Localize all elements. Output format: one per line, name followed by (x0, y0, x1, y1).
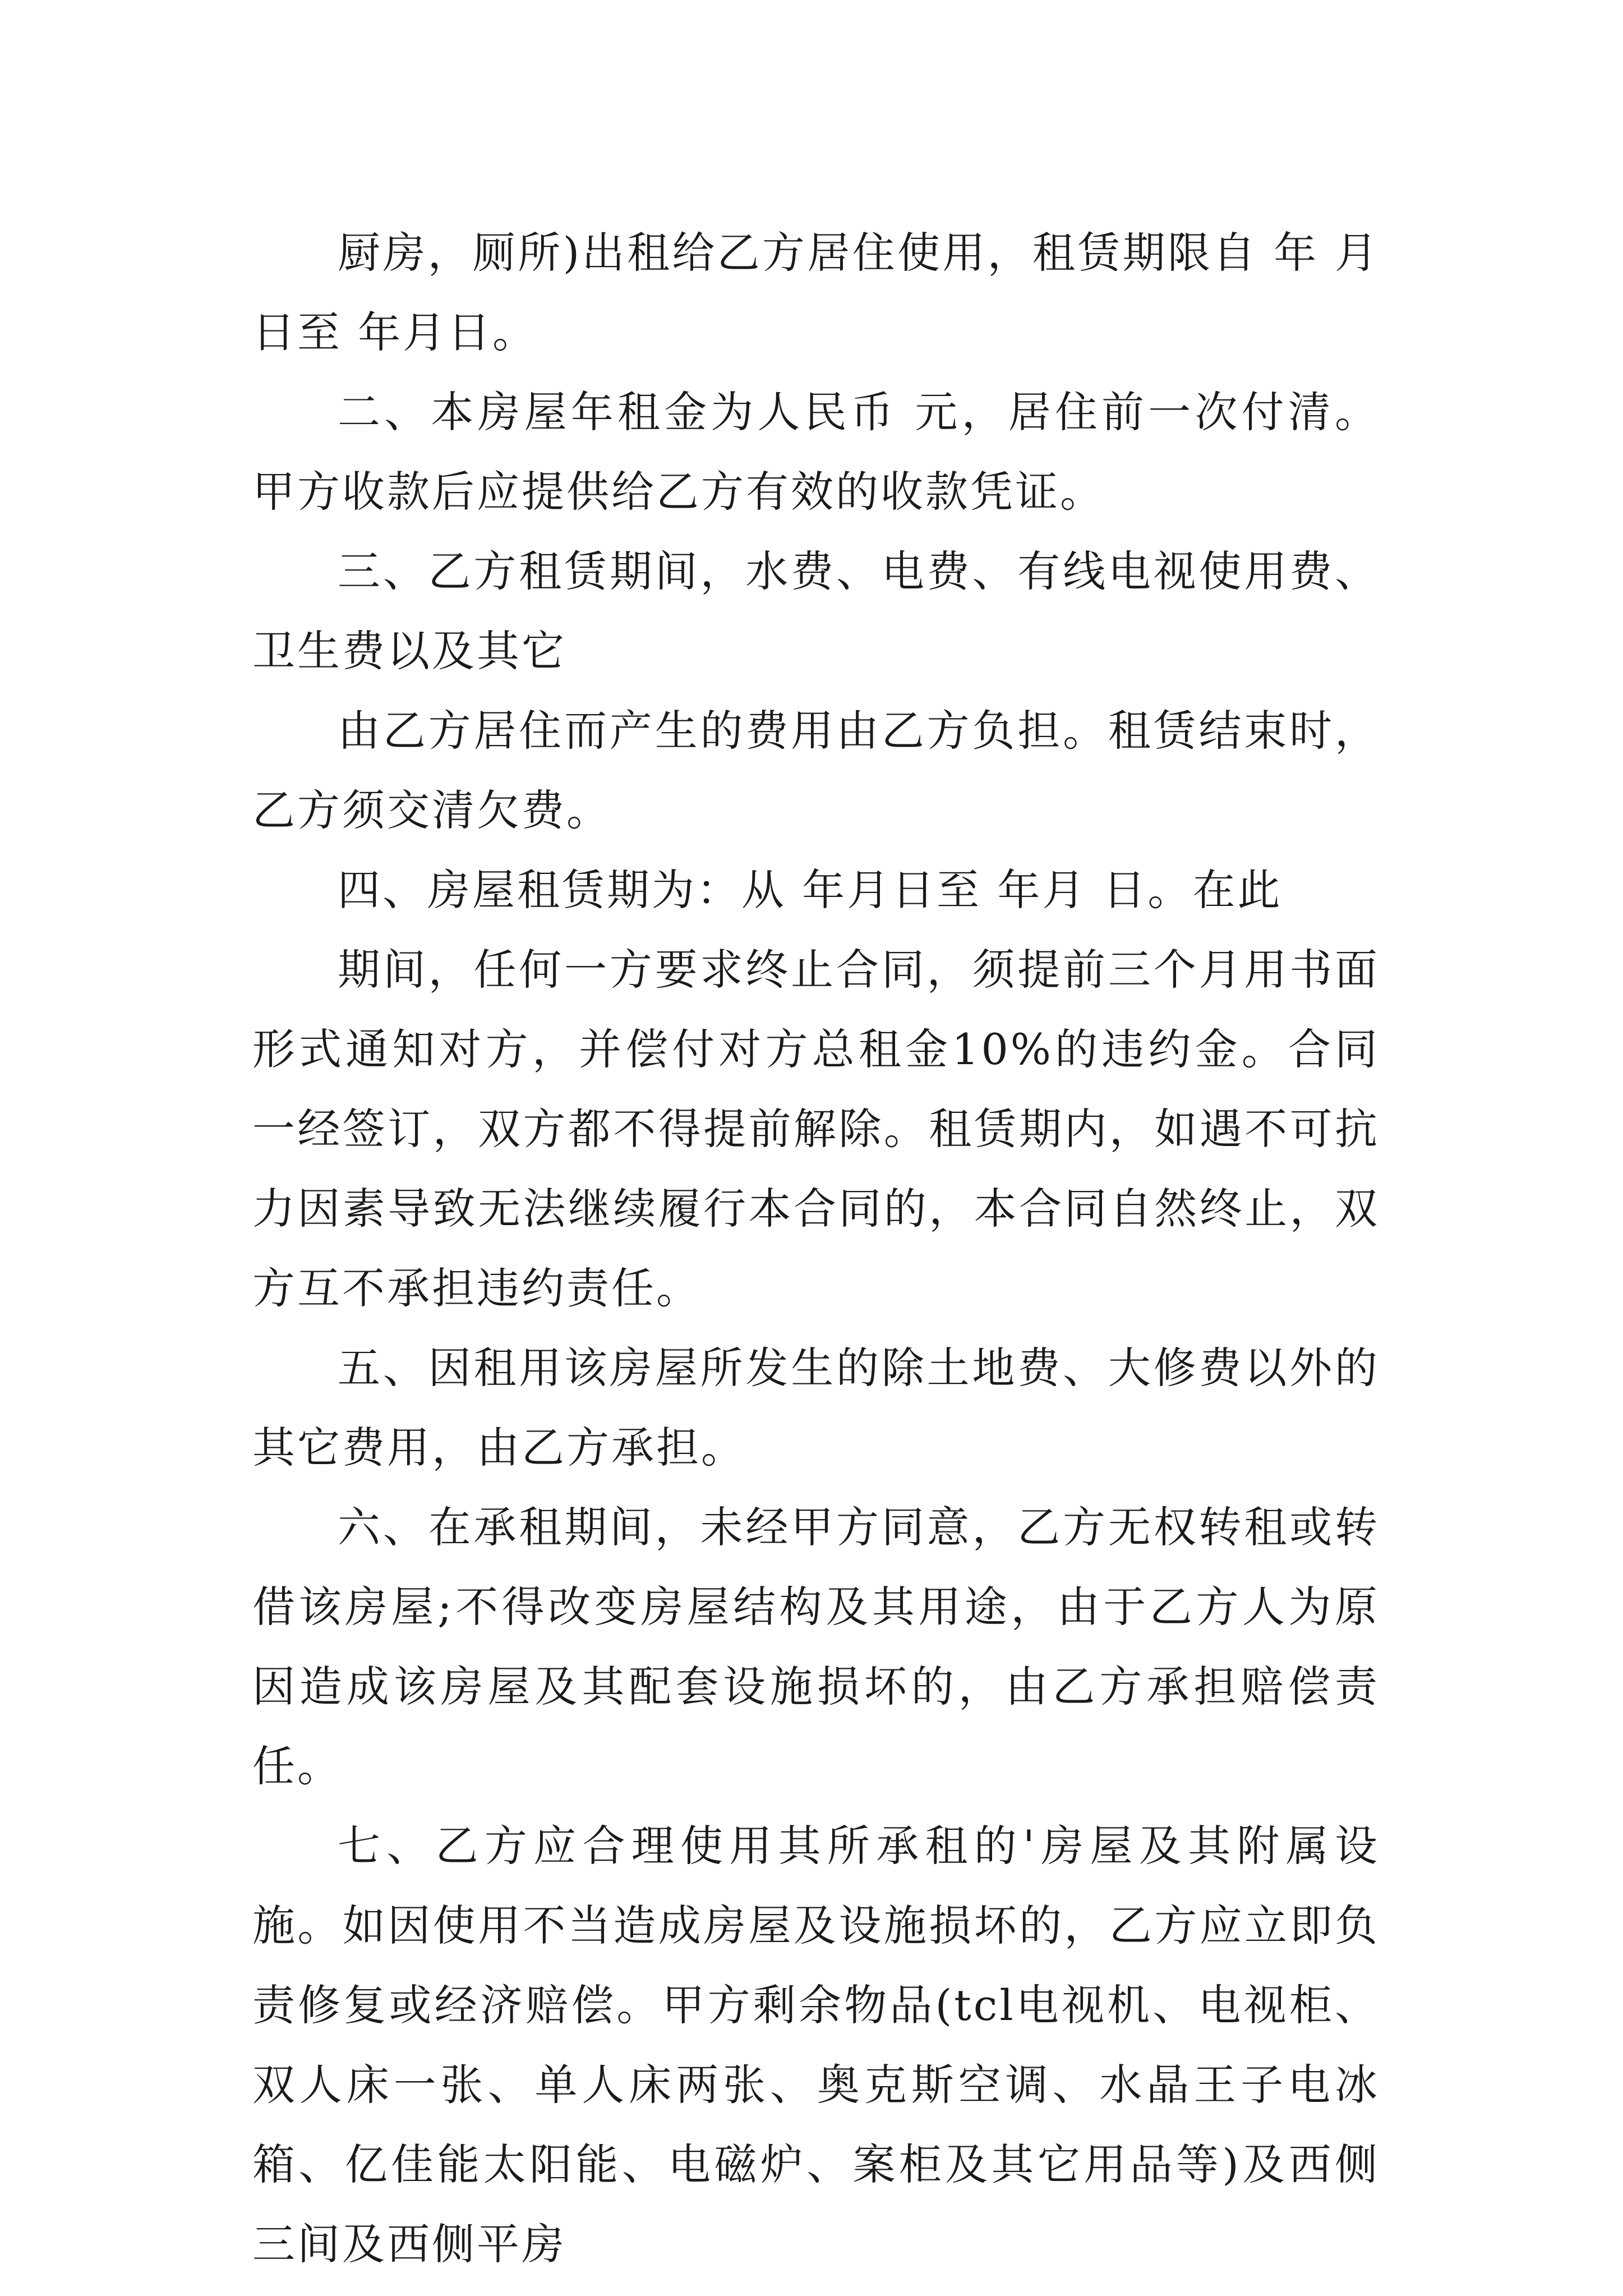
paragraph-clause-7-use: 七、乙方应合理使用其所承租的'房屋及其附属设施。如因使用不当造成房屋及设施损坏的，乙方应立即负责修复或经济赔偿。甲方剩余物品(tcl电视机、电视柜、双人床一张、单人床两张、奥克斯空调、水晶王子电冰箱、亿佳能太阳能、电磁炉、案柜及其它用品等)及西侧三间及西侧平房 (252, 1821, 1380, 2269)
paragraph-clause-2-rent: 二、本房屋年租金为人民币 元，居住前一次付清。甲方收款后应提供给乙方有效的收款凭证。 (252, 387, 1380, 517)
paragraph-clause-5-other-fees: 五、因租用该房屋所发生的除土地费、大修费以外的其它费用，由乙方承担。 (252, 1343, 1380, 1473)
contract-body (252, 213, 1380, 2284)
paragraph-clause-4-period: 四、房屋租赁期为：从 年月日至 年月 日。在此 (338, 865, 1283, 915)
paragraph-clause-4-continued: 期间，任何一方要求终止合同，须提前三个月用书面形式通知对方，并偿付对方总租金10%的违约金。合同一经签订，双方都不得提前解除。租赁期内，如遇不可抗力因素导致无法继续履行本合同的，本合同自然终止，双方互不承担违约责任。 (252, 945, 1380, 1313)
paragraph-clause-3-continued: 由乙方居住而产生的费用由乙方负担。租赁结束时，乙方须交清欠费。 (252, 706, 1380, 835)
paragraph-clause-6-sublease: 六、在承租期间，未经甲方同意，乙方无权转租或转借该房屋;不得改变房屋结构及其用途，由于乙方人为原因造成该房屋及其配套设施损坏的，由乙方承担赔偿责任。 (252, 1502, 1380, 1791)
paragraph-clause-3-fees: 三、乙方租赁期间，水费、电费、有线电视使用费、卫生费以及其它 (252, 546, 1380, 676)
paragraph-lease-term: 厨房，厕所)出租给乙方居住使用，租赁期限自 年 月日至 年月日。 (252, 228, 1380, 357)
